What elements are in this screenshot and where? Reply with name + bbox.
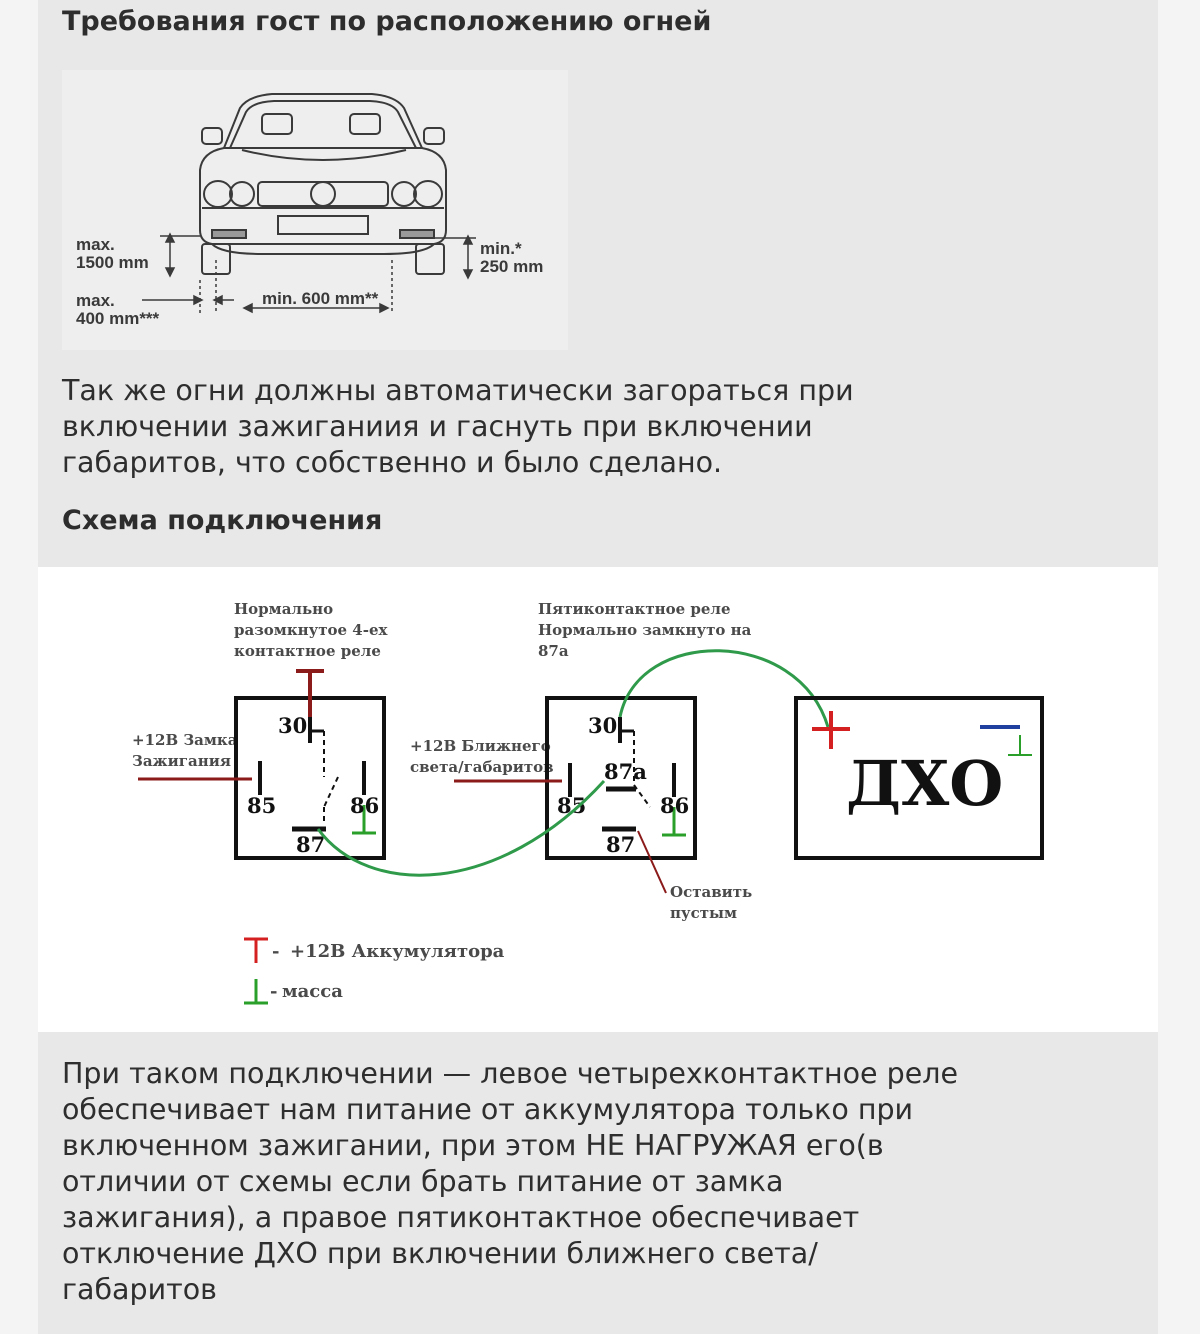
relay2-pin-85: 85 — [557, 793, 587, 818]
relay1-pin-87: 87 — [296, 832, 326, 857]
relay2-pin-86: 86 — [660, 793, 690, 818]
max-height-value: 1500 mm — [76, 253, 149, 272]
svg-text:Зажигания: Зажигания — [132, 752, 231, 770]
svg-text:Пятиконтактное реле: Пятиконтактное реле — [538, 600, 731, 618]
max-edge-label: max. — [76, 291, 115, 310]
svg-text:пустым: пустым — [670, 904, 738, 922]
drl-label: ДХО — [846, 747, 1004, 820]
relay1-pin-86: 86 — [350, 793, 380, 818]
svg-text:+12В Замка: +12В Замка — [132, 731, 238, 749]
svg-text:Нормально: Нормально — [234, 600, 334, 618]
svg-text:-: - — [270, 981, 278, 1002]
min-spacing-label: min. 600 mm** — [262, 289, 379, 308]
svg-text:Оставить: Оставить — [670, 883, 753, 901]
explanation-paragraph: При таком подключении — левое четырехконтактное реле обеспечивает нам питание от аккумулятора только при включенном зажигании, при этом НЕ НАГРУЖАЯ его(в отличии от схемы если брать питание от замка зажигания), а правое пятиконтактное обеспечивает отключение ДХО при включении ближнего света/ габаритов — [62, 1057, 958, 1306]
auto-on-paragraph: Так же огни должны автоматически загораться при включении зажиганиия и гаснуть при включении габаритов, что собственно и было сделано. — [62, 374, 854, 479]
svg-text:контактное реле: контактное реле — [234, 642, 381, 660]
headlight-placement-figure — [62, 70, 568, 350]
svg-text:87а: 87а — [538, 642, 569, 660]
legend-battery: +12В Аккумулятора — [290, 941, 505, 962]
relay2-pin-87: 87 — [606, 832, 636, 857]
wiring-diagram — [38, 567, 1158, 1032]
scheme-heading: Схема подключения — [62, 505, 383, 536]
relay1-pin-30: 30 — [278, 713, 308, 738]
svg-text:+12В Ближнего: +12В Ближнего — [410, 737, 551, 755]
min-height-value: 250 mm — [480, 257, 544, 276]
svg-text:света/габаритов: света/габаритов — [410, 758, 554, 776]
relay2-pin-87a: 87a — [604, 759, 647, 784]
svg-text:-: - — [272, 941, 280, 962]
svg-text:Нормально замкнуто на: Нормально замкнуто на — [538, 621, 752, 639]
max-height-label: max. — [76, 235, 115, 254]
max-edge-value: 400 mm*** — [76, 309, 160, 328]
legend-ground: масса — [282, 981, 343, 1002]
requirements-heading: Требования гост по расположению огней — [62, 6, 712, 37]
relay2-pin-30: 30 — [588, 713, 618, 738]
svg-text:разомкнутое 4-ех: разомкнутое 4-ех — [234, 621, 388, 639]
min-height-label: min.* — [480, 239, 522, 258]
relay1-pin-85: 85 — [247, 793, 277, 818]
